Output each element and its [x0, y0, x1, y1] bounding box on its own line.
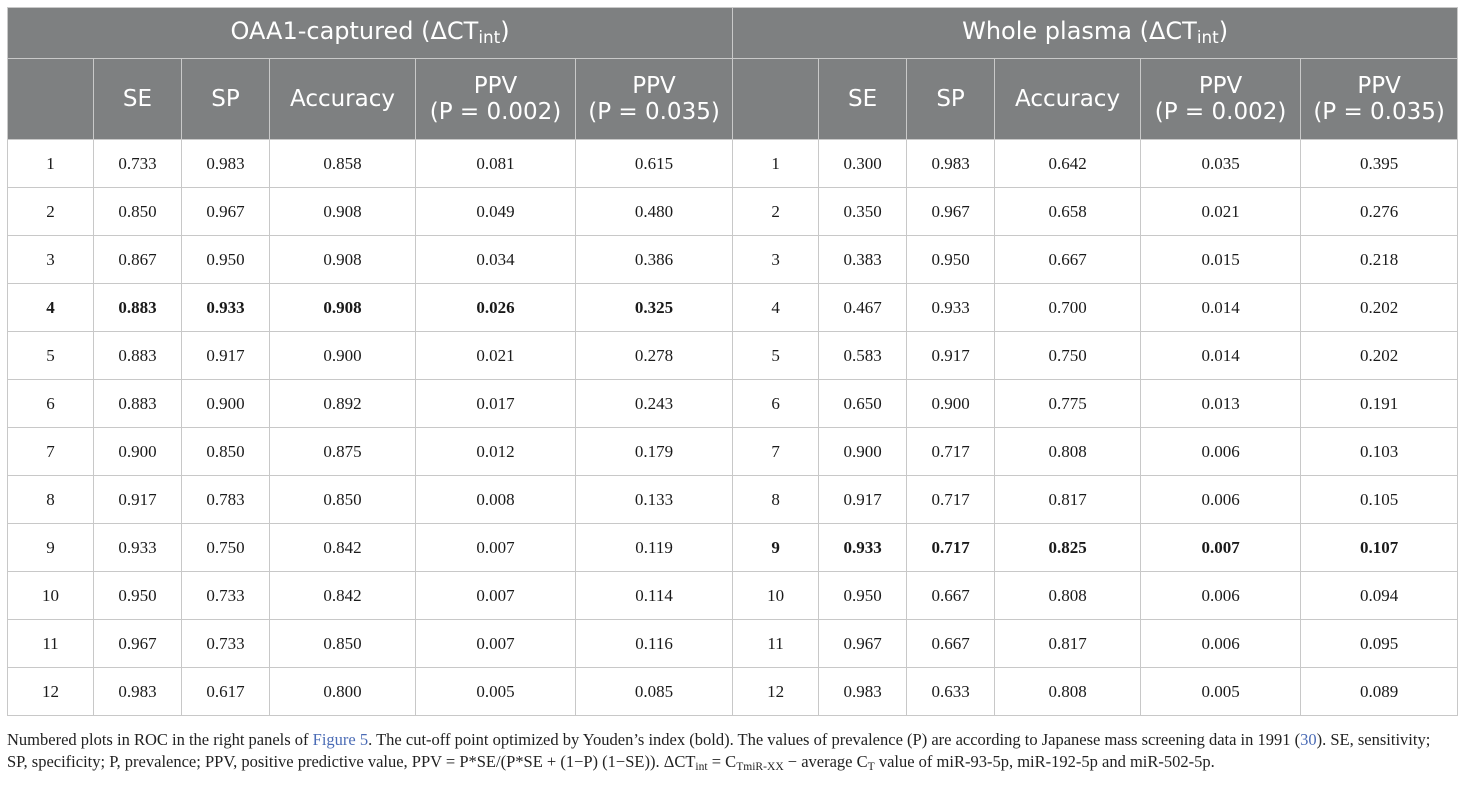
cell-plasma-ppv-0035: 0.107: [1301, 524, 1458, 572]
col-header-oaa1-ppv-0035: PPV (P = 0.035): [576, 59, 733, 140]
col-header-oaa1-ppv-0002: PPV (P = 0.002): [416, 59, 576, 140]
cell-plasma-sp: 0.717: [907, 476, 995, 524]
cell-plasma-index: 3: [733, 236, 819, 284]
cell-oaa1-accuracy: 0.842: [270, 572, 416, 620]
cell-plasma-index: 5: [733, 332, 819, 380]
cell-plasma-se: 0.900: [819, 428, 907, 476]
cell-plasma-index: 10: [733, 572, 819, 620]
cell-plasma-ppv-0035: 0.218: [1301, 236, 1458, 284]
cell-oaa1-ppv-0002: 0.081: [416, 140, 576, 188]
cell-oaa1-ppv-0002: 0.007: [416, 572, 576, 620]
cell-oaa1-index: 9: [8, 524, 94, 572]
cell-plasma-accuracy: 0.642: [995, 140, 1141, 188]
cell-oaa1-sp: 0.950: [182, 236, 270, 284]
cell-oaa1-se: 0.883: [94, 284, 182, 332]
cell-oaa1-index: 5: [8, 332, 94, 380]
cell-oaa1-sp: 0.983: [182, 140, 270, 188]
col-header-oaa1-index: [8, 59, 94, 140]
cell-plasma-se: 0.917: [819, 476, 907, 524]
cell-plasma-ppv-0002: 0.021: [1141, 188, 1301, 236]
cell-oaa1-ppv-0002: 0.026: [416, 284, 576, 332]
col-header-plasma-index: [733, 59, 819, 140]
cell-oaa1-se: 0.900: [94, 428, 182, 476]
cell-plasma-index: 11: [733, 620, 819, 668]
results-table: [7, 7, 1458, 716]
cell-oaa1-ppv-0002: 0.017: [416, 380, 576, 428]
cell-oaa1-accuracy: 0.800: [270, 668, 416, 716]
cell-plasma-accuracy: 0.808: [995, 572, 1141, 620]
cell-plasma-ppv-0035: 0.191: [1301, 380, 1458, 428]
cell-oaa1-index: 11: [8, 620, 94, 668]
cell-oaa1-se: 0.967: [94, 620, 182, 668]
cell-plasma-sp: 0.667: [907, 572, 995, 620]
cell-oaa1-sp: 0.733: [182, 620, 270, 668]
cell-plasma-index: 8: [733, 476, 819, 524]
cell-plasma-sp: 0.717: [907, 524, 995, 572]
cell-oaa1-ppv-0002: 0.007: [416, 620, 576, 668]
table-row: [8, 236, 1458, 284]
col-header-plasma-accuracy: Accuracy: [995, 59, 1141, 140]
cell-plasma-ppv-0002: 0.035: [1141, 140, 1301, 188]
cell-plasma-index: 9: [733, 524, 819, 572]
cell-plasma-accuracy: 0.775: [995, 380, 1141, 428]
cell-oaa1-se: 0.933: [94, 524, 182, 572]
table-row: [8, 428, 1458, 476]
cell-plasma-se: 0.650: [819, 380, 907, 428]
group-header-oaa1: OAA1-captured $(\Delta CT_{int})$: [8, 8, 733, 59]
cell-plasma-se: 0.300: [819, 140, 907, 188]
cell-plasma-se: 0.467: [819, 284, 907, 332]
cell-oaa1-se: 0.917: [94, 476, 182, 524]
cell-oaa1-index: 4: [8, 284, 94, 332]
table-footnote: Numbered plots in ROC in the right panels of Figure 5. The cut-off point optimized by Youden’s index (bold). The values of prevalence (P) are according to Japanese mass screening data in 1991 (30). SE, sensitivity; SP, specificity; P, prevalence; PPV, positive predictive value, PPV = P*SE/(P*SE + (1−P) (1−SE)). $\Delta CT_{int} = C_{TmiR-XX}$ − average $C_T$ value of miR-93-5p, miR-192-5p and miR-502-5p.: [7, 730, 1431, 773]
cell-plasma-ppv-0002: 0.006: [1141, 428, 1301, 476]
cell-oaa1-ppv-0035: 0.615: [576, 140, 733, 188]
cell-oaa1-ppv-0002: 0.049: [416, 188, 576, 236]
cell-plasma-index: 6: [733, 380, 819, 428]
cell-oaa1-ppv-0035: 0.325: [576, 284, 733, 332]
cell-plasma-sp: 0.717: [907, 428, 995, 476]
col-header-oaa1-sp: SP: [182, 59, 270, 140]
cell-oaa1-accuracy: 0.900: [270, 332, 416, 380]
cell-oaa1-ppv-0035: 0.480: [576, 188, 733, 236]
cell-plasma-se: 0.583: [819, 332, 907, 380]
cell-plasma-ppv-0002: 0.015: [1141, 236, 1301, 284]
cell-oaa1-se: 0.950: [94, 572, 182, 620]
cell-oaa1-accuracy: 0.908: [270, 188, 416, 236]
cell-plasma-se: 0.967: [819, 620, 907, 668]
cell-plasma-ppv-0002: 0.006: [1141, 620, 1301, 668]
cell-oaa1-index: 7: [8, 428, 94, 476]
cell-plasma-accuracy: 0.817: [995, 620, 1141, 668]
cell-oaa1-se: 0.983: [94, 668, 182, 716]
cell-plasma-se: 0.933: [819, 524, 907, 572]
cell-oaa1-index: 8: [8, 476, 94, 524]
table-row: [8, 524, 1458, 572]
cell-plasma-ppv-0002: 0.005: [1141, 668, 1301, 716]
cell-plasma-index: 7: [733, 428, 819, 476]
cell-plasma-accuracy: 0.825: [995, 524, 1141, 572]
cell-oaa1-sp: 0.617: [182, 668, 270, 716]
cell-oaa1-ppv-0035: 0.114: [576, 572, 733, 620]
column-header-row: [8, 59, 1458, 140]
cell-plasma-accuracy: 0.808: [995, 668, 1141, 716]
cell-oaa1-index: 10: [8, 572, 94, 620]
cell-oaa1-ppv-0035: 0.243: [576, 380, 733, 428]
cell-plasma-ppv-0035: 0.103: [1301, 428, 1458, 476]
cell-oaa1-accuracy: 0.842: [270, 524, 416, 572]
cell-plasma-accuracy: 0.750: [995, 332, 1141, 380]
cell-oaa1-se: 0.867: [94, 236, 182, 284]
cell-oaa1-sp: 0.750: [182, 524, 270, 572]
col-header-oaa1-accuracy: Accuracy: [270, 59, 416, 140]
cell-oaa1-accuracy: 0.850: [270, 476, 416, 524]
cell-plasma-se: 0.950: [819, 572, 907, 620]
cell-plasma-accuracy: 0.808: [995, 428, 1141, 476]
cell-oaa1-ppv-0002: 0.021: [416, 332, 576, 380]
data-table-container: [7, 7, 1453, 716]
cell-plasma-sp: 0.967: [907, 188, 995, 236]
cell-plasma-ppv-0035: 0.095: [1301, 620, 1458, 668]
table-row: [8, 140, 1458, 188]
cell-plasma-index: 1: [733, 140, 819, 188]
figure-link[interactable]: Figure 5: [312, 730, 369, 749]
cell-oaa1-index: 6: [8, 380, 94, 428]
group-header-whole-plasma: Whole plasma $(\Delta CT_{int})$: [733, 8, 1458, 59]
cell-oaa1-accuracy: 0.892: [270, 380, 416, 428]
cell-plasma-ppv-0002: 0.006: [1141, 572, 1301, 620]
cell-oaa1-ppv-0002: 0.008: [416, 476, 576, 524]
cell-oaa1-accuracy: 0.850: [270, 620, 416, 668]
table-body: [8, 140, 1458, 716]
cell-plasma-ppv-0035: 0.202: [1301, 332, 1458, 380]
cell-plasma-sp: 0.983: [907, 140, 995, 188]
table-row: [8, 284, 1458, 332]
cell-plasma-sp: 0.917: [907, 332, 995, 380]
cell-plasma-ppv-0035: 0.089: [1301, 668, 1458, 716]
cell-plasma-se: 0.383: [819, 236, 907, 284]
cell-oaa1-ppv-0035: 0.119: [576, 524, 733, 572]
cell-oaa1-sp: 0.917: [182, 332, 270, 380]
cell-oaa1-index: 12: [8, 668, 94, 716]
cell-oaa1-se: 0.733: [94, 140, 182, 188]
cell-oaa1-sp: 0.783: [182, 476, 270, 524]
cell-oaa1-sp: 0.933: [182, 284, 270, 332]
cell-oaa1-ppv-0035: 0.085: [576, 668, 733, 716]
cell-plasma-accuracy: 0.700: [995, 284, 1141, 332]
cell-oaa1-ppv-0002: 0.034: [416, 236, 576, 284]
cell-oaa1-ppv-0002: 0.005: [416, 668, 576, 716]
cell-oaa1-sp: 0.900: [182, 380, 270, 428]
cell-plasma-ppv-0035: 0.202: [1301, 284, 1458, 332]
cell-oaa1-index: 3: [8, 236, 94, 284]
cell-plasma-accuracy: 0.658: [995, 188, 1141, 236]
cell-plasma-ppv-0035: 0.395: [1301, 140, 1458, 188]
table-row: [8, 188, 1458, 236]
col-header-oaa1-se: SE: [94, 59, 182, 140]
cell-plasma-sp: 0.667: [907, 620, 995, 668]
reference-link[interactable]: 30: [1300, 730, 1317, 749]
table-row: [8, 332, 1458, 380]
cell-plasma-ppv-0002: 0.014: [1141, 332, 1301, 380]
cell-plasma-se: 0.983: [819, 668, 907, 716]
cell-plasma-sp: 0.633: [907, 668, 995, 716]
cell-oaa1-ppv-0002: 0.007: [416, 524, 576, 572]
cell-oaa1-ppv-0035: 0.133: [576, 476, 733, 524]
col-header-plasma-ppv-0035: PPV (P = 0.035): [1301, 59, 1458, 140]
table-row: [8, 572, 1458, 620]
cell-plasma-ppv-0035: 0.276: [1301, 188, 1458, 236]
cell-plasma-index: 2: [733, 188, 819, 236]
cell-oaa1-se: 0.850: [94, 188, 182, 236]
cell-plasma-sp: 0.933: [907, 284, 995, 332]
col-header-plasma-ppv-0002: PPV (P = 0.002): [1141, 59, 1301, 140]
cell-oaa1-sp: 0.733: [182, 572, 270, 620]
cell-plasma-index: 4: [733, 284, 819, 332]
cell-oaa1-index: 1: [8, 140, 94, 188]
cell-plasma-ppv-0002: 0.006: [1141, 476, 1301, 524]
cell-plasma-se: 0.350: [819, 188, 907, 236]
cell-oaa1-ppv-0035: 0.179: [576, 428, 733, 476]
table-row: [8, 476, 1458, 524]
cell-oaa1-accuracy: 0.908: [270, 284, 416, 332]
cell-plasma-sp: 0.900: [907, 380, 995, 428]
table-row: [8, 380, 1458, 428]
cell-oaa1-ppv-0035: 0.278: [576, 332, 733, 380]
col-header-plasma-sp: SP: [907, 59, 995, 140]
cell-oaa1-se: 0.883: [94, 380, 182, 428]
cell-plasma-accuracy: 0.667: [995, 236, 1141, 284]
cell-plasma-ppv-0035: 0.105: [1301, 476, 1458, 524]
cell-plasma-index: 12: [733, 668, 819, 716]
cell-oaa1-ppv-0035: 0.386: [576, 236, 733, 284]
cell-plasma-sp: 0.950: [907, 236, 995, 284]
cell-oaa1-sp: 0.967: [182, 188, 270, 236]
cell-plasma-accuracy: 0.817: [995, 476, 1141, 524]
group-header-row: [8, 8, 1458, 59]
cell-oaa1-accuracy: 0.858: [270, 140, 416, 188]
cell-oaa1-accuracy: 0.908: [270, 236, 416, 284]
cell-oaa1-ppv-0035: 0.116: [576, 620, 733, 668]
cell-plasma-ppv-0002: 0.014: [1141, 284, 1301, 332]
cell-oaa1-ppv-0002: 0.012: [416, 428, 576, 476]
cell-oaa1-se: 0.883: [94, 332, 182, 380]
cell-plasma-ppv-0002: 0.013: [1141, 380, 1301, 428]
table-row: [8, 620, 1458, 668]
table-row: [8, 668, 1458, 716]
cell-oaa1-accuracy: 0.875: [270, 428, 416, 476]
cell-oaa1-sp: 0.850: [182, 428, 270, 476]
cell-oaa1-index: 2: [8, 188, 94, 236]
cell-plasma-ppv-0035: 0.094: [1301, 572, 1458, 620]
col-header-plasma-se: SE: [819, 59, 907, 140]
cell-plasma-ppv-0002: 0.007: [1141, 524, 1301, 572]
